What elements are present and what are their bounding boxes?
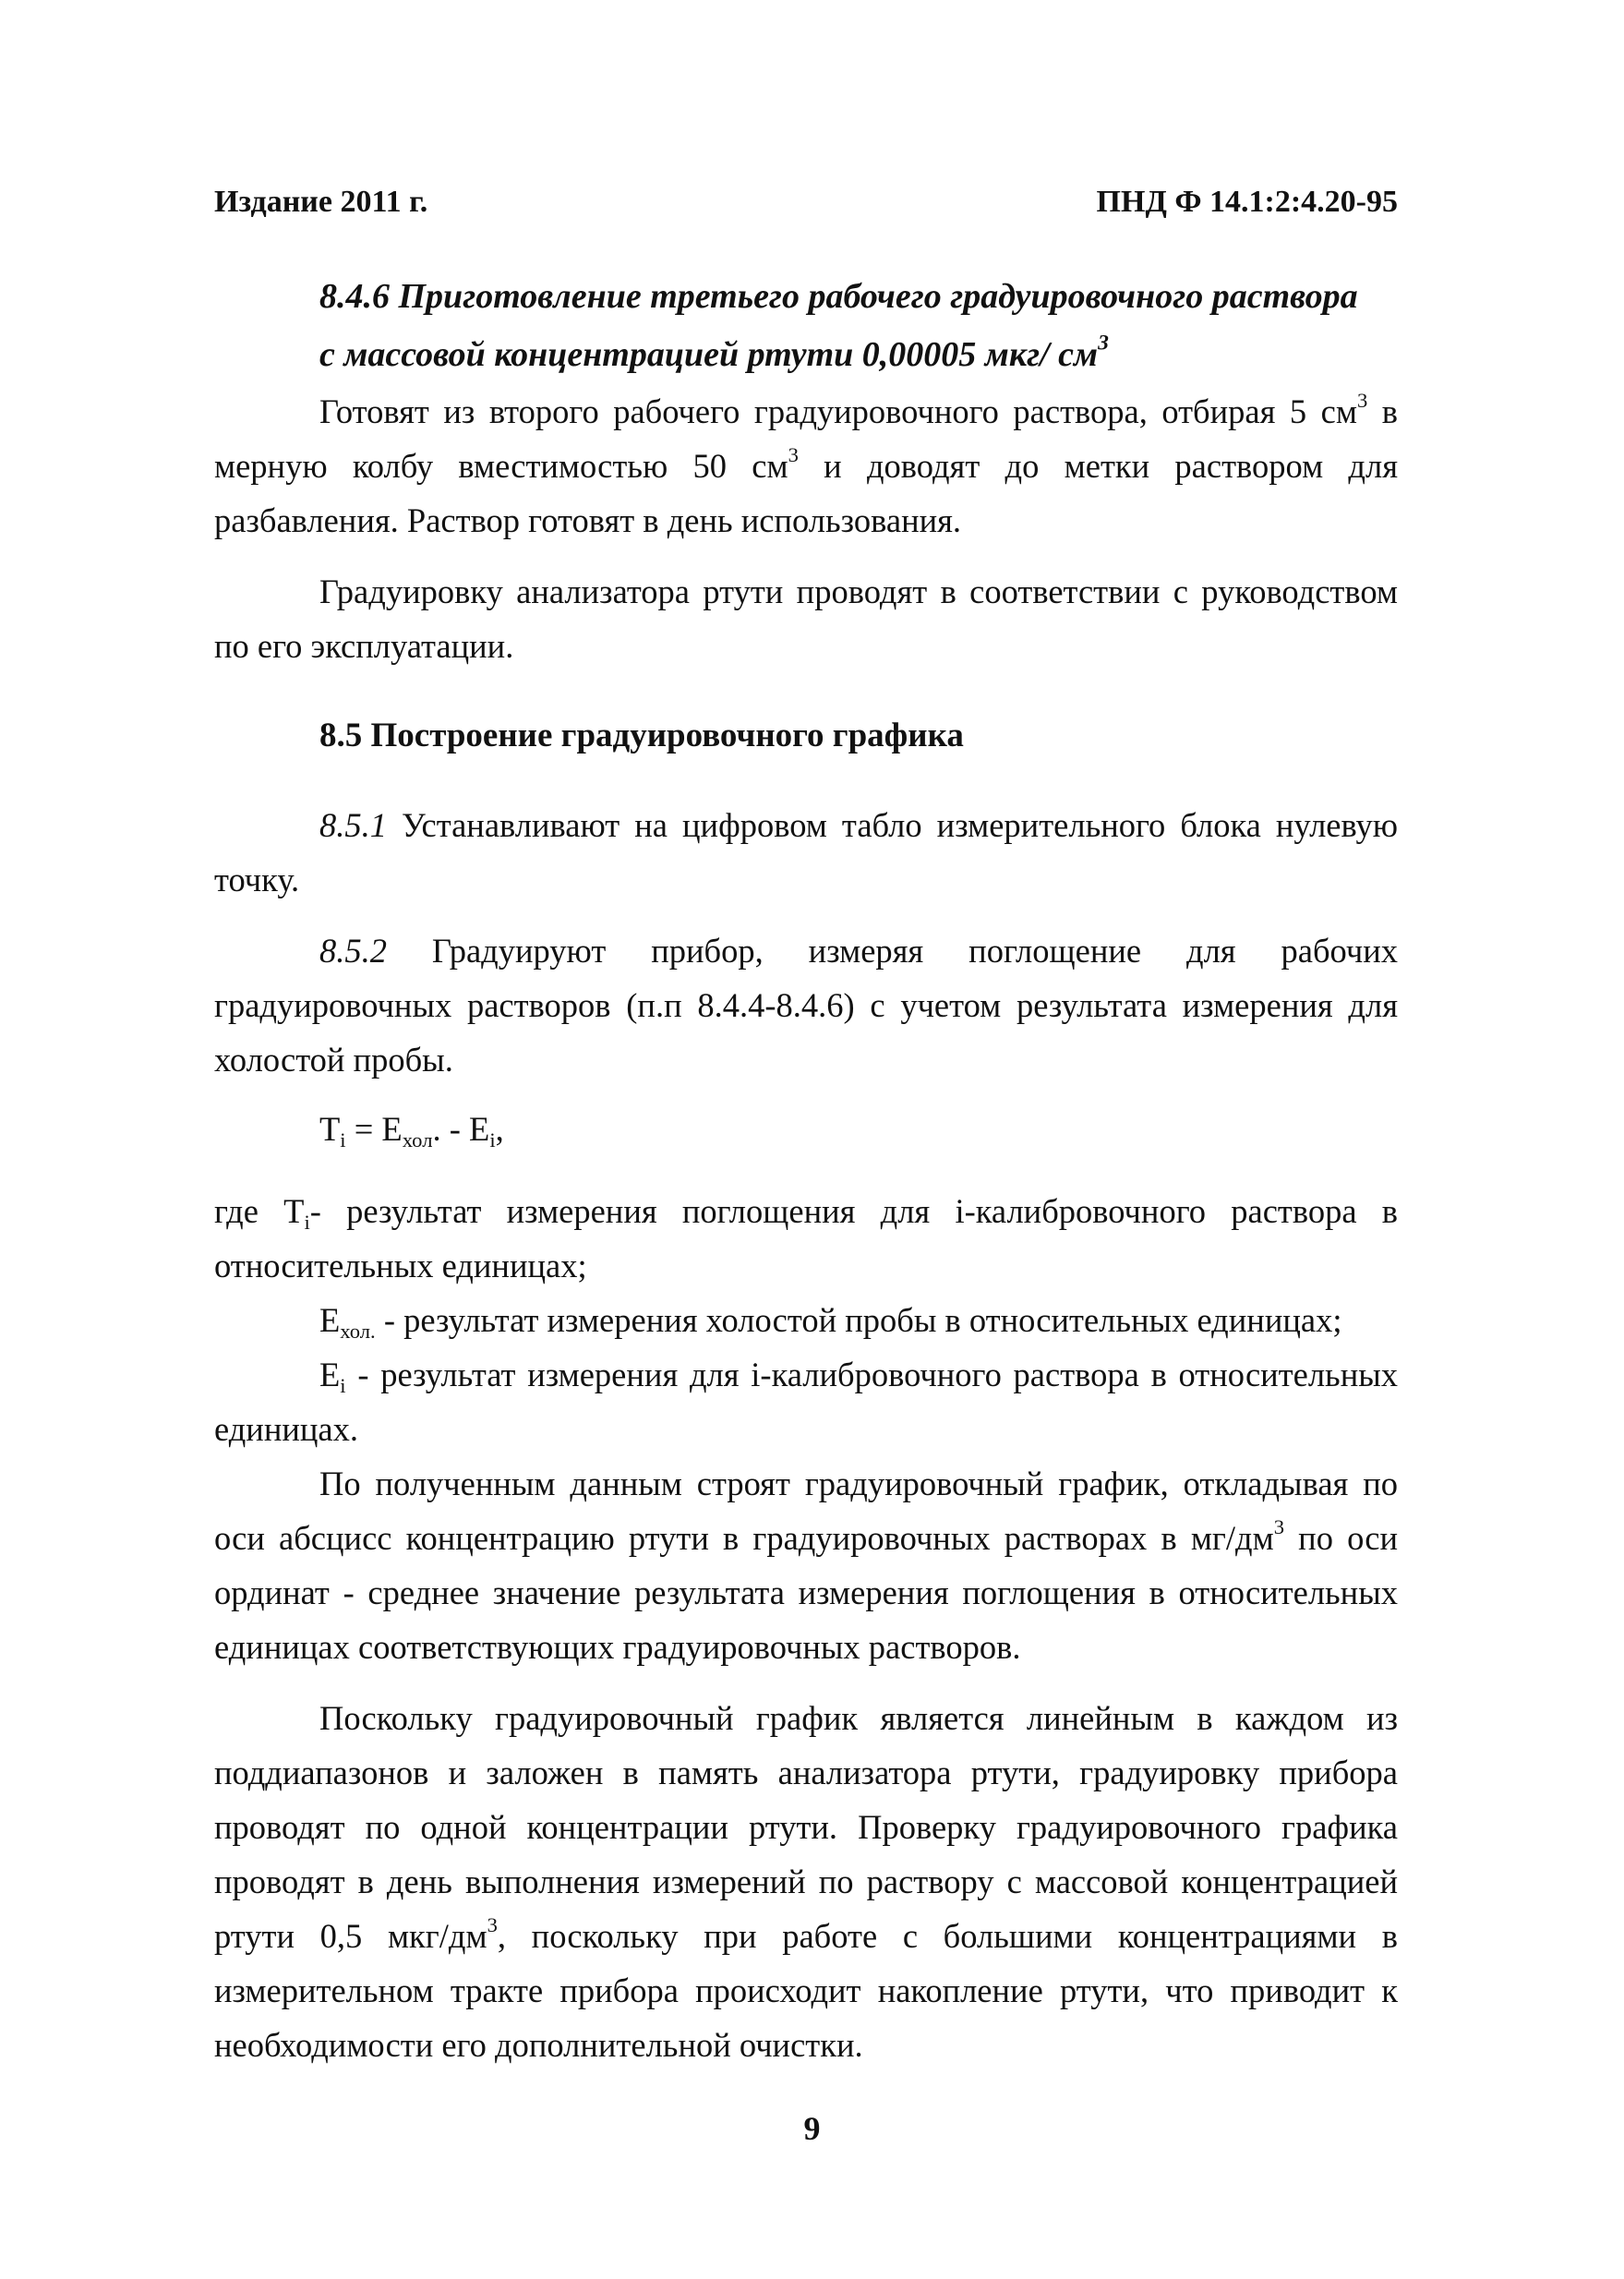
text-run: в мерную колбу вместимостью 50 см — [214, 392, 1399, 485]
paragraph-linear-graph — [214, 1691, 1398, 2072]
text-run: , поскольку при работе с большими концентрациями в измерительном тракте прибора происходит накопление ртути, что приводит к необходимости его дополнительной очистки. — [214, 1917, 1398, 2064]
subscript: хол — [402, 1127, 433, 1152]
text-run: E — [319, 1301, 341, 1339]
formula-symbol: T — [319, 1110, 341, 1148]
paragraph-calibration-manual: Градуировку анализатора ртути проводят в соответствии с руководством по его эксплуатации. — [214, 573, 1398, 665]
text-run: Устанавливают на цифровом табло измерительного блока нулевую точку. — [214, 806, 1398, 898]
definition-ti — [214, 1184, 1398, 1293]
paragraph-build-graph — [214, 1456, 1398, 1674]
page-body — [214, 268, 1398, 2072]
paragraph-prepare-solution — [214, 384, 1398, 548]
page-number: 9 — [803, 2110, 821, 2147]
page-header — [214, 185, 1398, 231]
section-title-line-2 — [319, 326, 1398, 384]
formula-symbol: , — [495, 1110, 504, 1148]
edition-label: Издание 2011 г. — [214, 185, 428, 219]
clause-number: 8.5.1 — [319, 806, 387, 844]
text-run: - результат измерения холостой пробы в относительных единицах; — [375, 1301, 1342, 1339]
text-run: - результат измерения для i-калибровочного раствора в относительных единицах. — [214, 1356, 1398, 1448]
subscript: хол. — [340, 1319, 376, 1343]
clause-number: 8.5.2 — [319, 932, 387, 970]
section-title-line-2-text: с массовой концентрацией ртути 0,00005 мкг/ см — [319, 335, 1099, 374]
paragraph-8-5-2 — [214, 923, 1398, 1087]
paragraph-8-5-1 — [214, 798, 1398, 907]
section-title-line-1: 8.4.6 Приготовление третьего рабочего градуировочного раствора — [319, 277, 1358, 316]
text-run: E — [319, 1356, 341, 1393]
text-run: по оси ординат - среднее значение результата измерения поглощения в относительных единицах соответствующих градуировочных растворов. — [214, 1519, 1398, 1666]
section-8-5-title: 8.5 Построение градуировочного графика — [319, 717, 964, 754]
superscript: 3 — [487, 1913, 498, 1937]
text-run: Готовят из второго рабочего градуировочного раствора, отбирая 5 см — [319, 392, 1357, 430]
section-8-4-6-title — [214, 268, 1398, 384]
text-run: Поскольку градуировочный график является линейным в каждом из поддиапазонов и заложен в память анализатора ртути, градуировку прибора проводят по одной концентрации ртути. Проверку градуировочного графика проводят в день выполнения измерений по раствору с массовой концентрацией ртути 0,5 мкг/дм — [214, 1699, 1398, 1955]
formula — [214, 1102, 1398, 1156]
text-run: и доводят до метки раствором для разбавления. Раствор готовят в день использования. — [214, 447, 1399, 539]
formula-symbol: . - E — [432, 1110, 490, 1148]
definition-e-hol — [214, 1293, 1398, 1347]
superscript: 3 — [788, 443, 799, 467]
formula-symbol: = E — [345, 1110, 403, 1148]
subscript: i — [304, 1210, 310, 1234]
subscript: i — [340, 1373, 346, 1397]
subscript: i — [489, 1127, 496, 1152]
superscript: 3 — [1098, 331, 1109, 356]
definition-ei — [214, 1347, 1398, 1456]
text-run: где T — [214, 1192, 305, 1230]
document-code: ПНД Ф 14.1:2:4.20-95 — [1096, 185, 1398, 219]
subscript: i — [340, 1127, 346, 1152]
text-run: - результат измерения поглощения для i-калибровочного раствора в относительных единицах; — [214, 1192, 1398, 1284]
superscript: 3 — [1273, 1515, 1285, 1539]
text-run: Градуируют прибор, измеряя поглощение для рабочих градуировочных растворов (п.п 8.4.4-8.4.6) с учетом результата измерения для холостой пробы. — [214, 932, 1398, 1079]
text-run: По полученным данным строят градуировочный график, откладывая по оси абсцисс концентрацию ртути в градуировочных растворах в мг/дм — [214, 1465, 1398, 1557]
superscript: 3 — [1356, 389, 1368, 413]
